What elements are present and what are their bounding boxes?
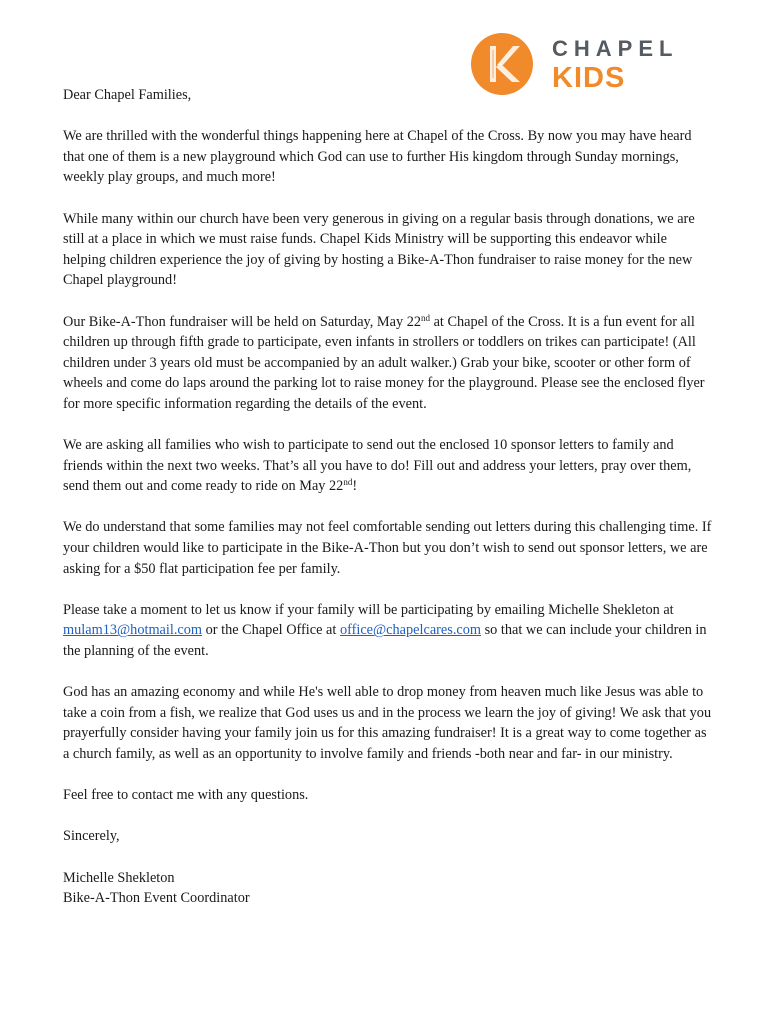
- letter-body: [63, 85, 713, 909]
- event-date-suffix: nd: [421, 312, 431, 323]
- paragraph-closing-appeal: God has an amazing economy and while He's well able to drop money from heaven much like Jesus was able to take a coin from a fish, we realize that God uses us and in the process we learn the joy of giving! We ask that you prayerfully consider having your family join us for this amazing fundraiser! It is a great way to come together as a church family, as well as an opportunity to involve family and friends -both near and far- in our ministry.: [63, 684, 712, 762]
- sponsor-text-a: We are asking all families who wish to participate to send out the enclosed 10 sponsor letters to family and friends within the next two weeks. That’s all you have to do! Fill out and address your letters, pray over them, send them out and come ready to ride on May 22: [63, 437, 692, 495]
- paragraph-event-details: [63, 312, 713, 415]
- email-link-chapel-office[interactable]: office@chapelcares.com: [339, 622, 482, 639]
- ride-date-suffix: nd: [343, 477, 353, 488]
- logo-kids-text: KIDS: [552, 62, 626, 94]
- sponsor-text-b: !: [352, 478, 358, 495]
- paragraph-sponsor-letters: [63, 435, 713, 497]
- signature-block: [63, 868, 713, 909]
- paragraph-questions: Feel free to contact me with any questions.: [63, 787, 309, 804]
- event-text-a: Our Bike-A-Thon fundraiser will be held on Saturday, May 22: [63, 313, 422, 330]
- signer-name: Michelle Shekleton: [63, 869, 175, 886]
- paragraph-intro: We are thrilled with the wonderful things happening here at Chapel of the Cross. By now you may have heard that one of them is a new playground which God can use to further His kingdom through Sunday mornings, weekly play groups, and much more!: [63, 128, 692, 186]
- salutation: Dear Chapel Families,: [63, 87, 192, 103]
- paragraph-contact: [63, 600, 713, 662]
- signer-title: Bike-A-Thon Event Coordinator: [63, 890, 250, 907]
- event-text-b: at Chapel of the Cross. It is a fun event for all children up through fifth grade to participate, even infants in strollers or toddlers on trikes can participate! (All children under 3 years old must be accompanied by an adult walker.) Grab your bike, scooter or other form of wheels and come do laps around the parking lot to raise money for the playground. Please see the enclosed flyer for more specific information regarding the details of the event.: [63, 313, 705, 412]
- contact-text-c: so that we can include your children in the planning of the event.: [63, 622, 707, 660]
- closing: Sincerely,: [63, 828, 120, 845]
- paragraph-fundraising: While many within our church have been very generous in giving on a regular basis through donations, we are still at a place in which we must raise funds. Chapel Kids Ministry will be supporting this endeavor while helping children experience the joy of giving by hosting a Bike-A-Thon fundraiser to raise money for the new Chapel playground!: [63, 210, 695, 289]
- paragraph-participation-fee: We do understand that some families may not feel comfortable sending out letters during this challenging time. If your children would like to participate in the Bike-A-Thon but you don’t wish to send out sponsor letters, we are asking for a $50 flat participation fee per family.: [63, 519, 712, 577]
- contact-text-a: Please take a moment to let us know if your family will be participating by emailing Michelle Shekleton at: [63, 601, 674, 618]
- contact-text-b: or the Chapel Office at: [202, 622, 340, 639]
- email-link-michelle[interactable]: mulam13@hotmail.com: [63, 622, 203, 639]
- logo-chapel-text: CHAPEL: [552, 36, 679, 61]
